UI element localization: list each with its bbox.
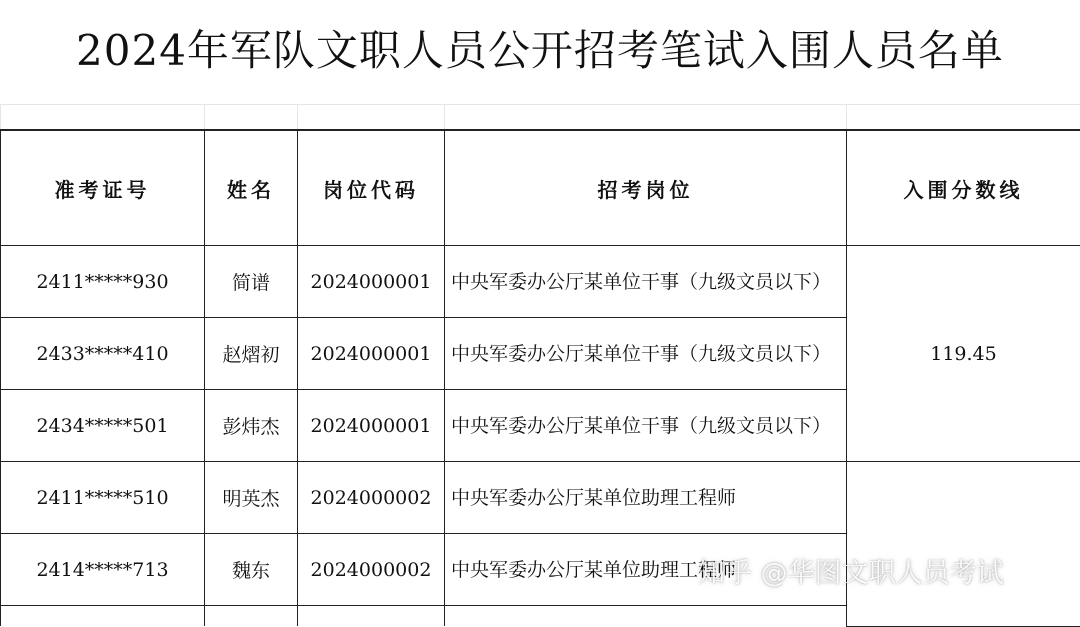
header-cutoff: 入围分数线 [847, 130, 1080, 246]
name-cell: 明英杰 [205, 462, 298, 534]
exam-id-cell: 2414*****713 [1, 534, 205, 606]
exam-id-cell: 2433*****410 [1, 318, 205, 390]
header-row [1, 130, 1080, 246]
watermark-text: 知乎 @华图文职人员考试 [698, 552, 1068, 596]
table-row [1, 246, 1080, 318]
spacer-row [1, 105, 1080, 131]
post-code-cell: 2024000002 [298, 462, 445, 534]
post-code-cell: 2024000001 [298, 246, 445, 318]
post-cell: 中央军委办公厅某单位干事（九级文员以下） [445, 390, 847, 462]
name-cell: 赵熠初 [205, 318, 298, 390]
table-row [1, 462, 1080, 534]
cutoff-cell: 119.45 [847, 246, 1080, 462]
post-code-cell: 2024000001 [298, 318, 445, 390]
exam-id-cell: 2411*****930 [1, 246, 205, 318]
post-cell: 中央军委办公厅某单位干事（九级文员以下） [445, 318, 847, 390]
exam-id-cell: 2411*****510 [1, 462, 205, 534]
name-cell: 简谱 [205, 246, 298, 318]
header-post: 招考岗位 [445, 130, 847, 246]
name-cell: 彭炜杰 [205, 390, 298, 462]
cutoff-cell-group2 [847, 462, 1080, 627]
header-post-code: 岗位代码 [298, 130, 445, 246]
exam-id-cell: 2434*****501 [1, 390, 205, 462]
name-cell: 魏东 [205, 534, 298, 606]
header-exam-id: 准考证号 [1, 130, 205, 246]
post-cell: 中央军委办公厅某单位助理工程师 [445, 534, 847, 606]
post-cell: 中央军委办公厅某单位助理工程师 [445, 462, 847, 534]
results-table [0, 104, 1080, 627]
post-cell: 中央军委办公厅某单位干事（九级文员以下） [445, 246, 847, 318]
post-code-cell: 2024000001 [298, 390, 445, 462]
page-title: 2024年军队文职人员公开招考笔试入围人员名单 [0, 18, 1080, 84]
post-code-cell: 2024000002 [298, 534, 445, 606]
header-name: 姓名 [205, 130, 298, 246]
